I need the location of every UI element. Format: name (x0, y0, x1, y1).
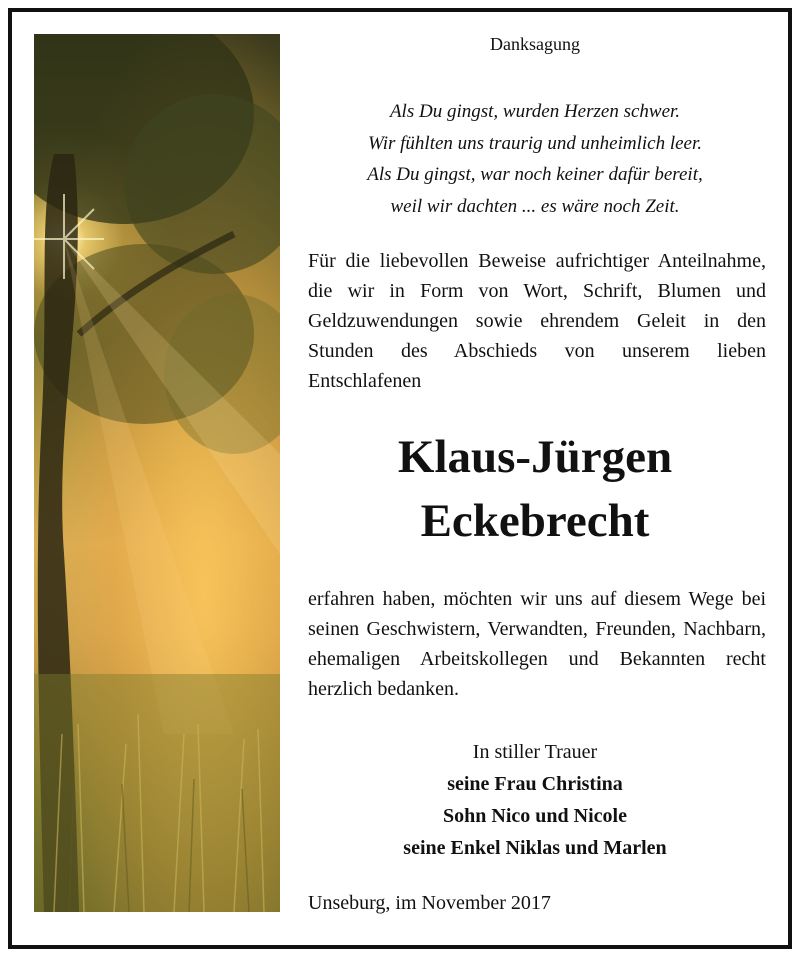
poem-line: Als Du gingst, wurden Herzen schwer. (389, 101, 681, 122)
notice-text-column (300, 34, 770, 912)
mourner-line: seine Enkel Niklas und Marlen (403, 837, 667, 859)
mourner-line: seine Frau Christina (447, 773, 623, 795)
place-date: Unseburg, im November 2017 (308, 892, 551, 914)
poem-line: weil wir dachten ... es wäre noch Zeit. (390, 195, 680, 217)
mourner-line: Sohn Nico und Nicole (443, 805, 627, 827)
deceased-first-name: Klaus-Jürgen (397, 431, 673, 483)
thanks-paragraph: erfahren haben, möchten wir uns auf diesem Wege bei seinen Geschwistern, Verwandten, Freunden, Nachbarn, ehemaligen Arbeitskollegen und Bekannten recht herzlich bedanken. (308, 588, 766, 700)
intro-paragraph: Für die liebevollen Beweise aufrichtiger Anteilnahme, die wir in Form von Wort, Schrift, Blumen und Geldzuwendungen sowie ehrendem Geleit in den Stunden des Abschieds von unserem lieben Entschlafenen (308, 250, 766, 392)
poem (300, 96, 770, 222)
tree-illustration (34, 34, 280, 912)
mourners-block (300, 736, 770, 864)
poem-line: Wir fühlten uns traurig und unheimlich leer. (367, 132, 703, 154)
deceased-last-name: Eckebrecht (420, 495, 650, 547)
mourners-intro: In stiller Trauer (472, 741, 598, 763)
heading: Danksagung (490, 34, 580, 54)
sunlit-tree-photo (34, 34, 280, 912)
poem-line: Als Du gingst, war noch keiner dafür bereit, (367, 164, 703, 185)
